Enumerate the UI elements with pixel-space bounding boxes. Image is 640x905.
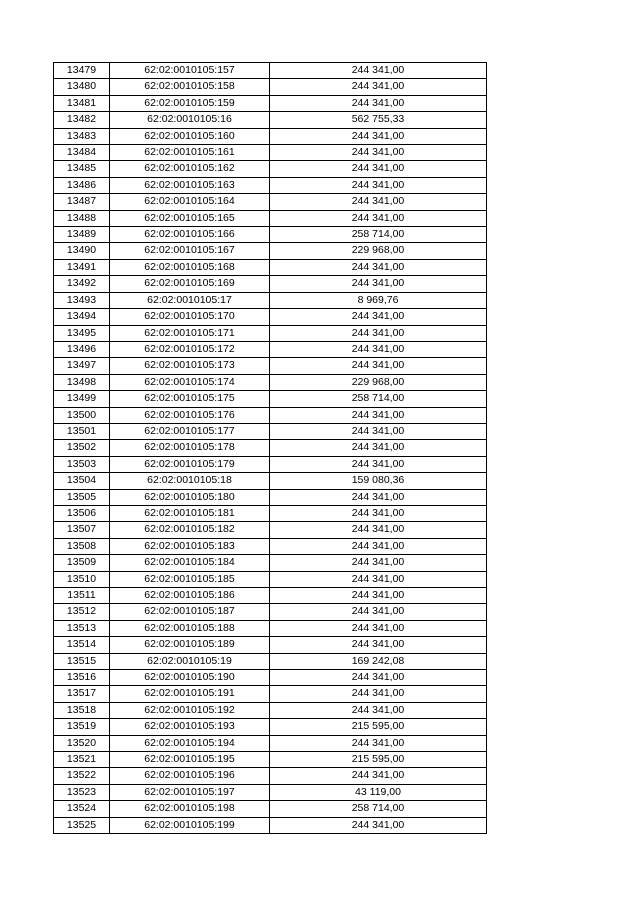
row-number-cell: 13493 bbox=[54, 292, 110, 308]
value-cell: 244 341,00 bbox=[270, 456, 487, 472]
value-cell: 244 341,00 bbox=[270, 325, 487, 341]
row-number-cell: 13525 bbox=[54, 817, 110, 833]
cadastral-number-cell: 62:02:0010105:181 bbox=[110, 505, 270, 521]
row-number-cell: 13483 bbox=[54, 128, 110, 144]
cadastral-number-cell: 62:02:0010105:185 bbox=[110, 571, 270, 587]
row-number-cell: 13480 bbox=[54, 79, 110, 95]
cadastral-number-cell: 62:02:0010105:16 bbox=[110, 112, 270, 128]
value-cell: 229 968,00 bbox=[270, 374, 487, 390]
row-number-cell: 13481 bbox=[54, 95, 110, 111]
row-number-cell: 13496 bbox=[54, 341, 110, 357]
cadastral-number-cell: 62:02:0010105:190 bbox=[110, 670, 270, 686]
cadastral-number-cell: 62:02:0010105:175 bbox=[110, 391, 270, 407]
row-number-cell: 13505 bbox=[54, 489, 110, 505]
table-row bbox=[54, 719, 487, 735]
value-cell: 244 341,00 bbox=[270, 670, 487, 686]
cadastral-number-cell: 62:02:0010105:191 bbox=[110, 686, 270, 702]
table-row bbox=[54, 817, 487, 833]
table-row bbox=[54, 407, 487, 423]
table-row bbox=[54, 588, 487, 604]
table-row bbox=[54, 440, 487, 456]
row-number-cell: 13509 bbox=[54, 555, 110, 571]
cadastral-number-cell: 62:02:0010105:199 bbox=[110, 817, 270, 833]
table-row bbox=[54, 276, 487, 292]
table-row bbox=[54, 555, 487, 571]
value-cell: 244 341,00 bbox=[270, 128, 487, 144]
value-cell: 244 341,00 bbox=[270, 177, 487, 193]
value-cell: 244 341,00 bbox=[270, 407, 487, 423]
table-row bbox=[54, 686, 487, 702]
value-cell: 244 341,00 bbox=[270, 604, 487, 620]
cadastral-number-cell: 62:02:0010105:182 bbox=[110, 522, 270, 538]
value-cell: 169 242,08 bbox=[270, 653, 487, 669]
table-row bbox=[54, 735, 487, 751]
row-number-cell: 13486 bbox=[54, 177, 110, 193]
row-number-cell: 13499 bbox=[54, 391, 110, 407]
row-number-cell: 13522 bbox=[54, 768, 110, 784]
cadastral-number-cell: 62:02:0010105:194 bbox=[110, 735, 270, 751]
table-row bbox=[54, 620, 487, 636]
table-row bbox=[54, 145, 487, 161]
row-number-cell: 13482 bbox=[54, 112, 110, 128]
value-cell: 244 341,00 bbox=[270, 702, 487, 718]
row-number-cell: 13521 bbox=[54, 752, 110, 768]
value-cell: 244 341,00 bbox=[270, 161, 487, 177]
row-number-cell: 13513 bbox=[54, 620, 110, 636]
row-number-cell: 13523 bbox=[54, 784, 110, 800]
row-number-cell: 13503 bbox=[54, 456, 110, 472]
row-number-cell: 13504 bbox=[54, 473, 110, 489]
table-row bbox=[54, 374, 487, 390]
row-number-cell: 13502 bbox=[54, 440, 110, 456]
row-number-cell: 13516 bbox=[54, 670, 110, 686]
value-cell: 43 119,00 bbox=[270, 784, 487, 800]
row-number-cell: 13484 bbox=[54, 145, 110, 161]
cadastral-number-cell: 62:02:0010105:159 bbox=[110, 95, 270, 111]
value-cell: 244 341,00 bbox=[270, 538, 487, 554]
row-number-cell: 13498 bbox=[54, 374, 110, 390]
row-number-cell: 13524 bbox=[54, 801, 110, 817]
value-cell: 244 341,00 bbox=[270, 489, 487, 505]
table-row bbox=[54, 194, 487, 210]
value-cell: 244 341,00 bbox=[270, 637, 487, 653]
value-cell: 244 341,00 bbox=[270, 358, 487, 374]
row-number-cell: 13518 bbox=[54, 702, 110, 718]
row-number-cell: 13507 bbox=[54, 522, 110, 538]
cadastral-number-cell: 62:02:0010105:189 bbox=[110, 637, 270, 653]
table-row bbox=[54, 128, 487, 144]
value-cell: 244 341,00 bbox=[270, 194, 487, 210]
table-row bbox=[54, 670, 487, 686]
row-number-cell: 13490 bbox=[54, 243, 110, 259]
table-row bbox=[54, 243, 487, 259]
cadastral-number-cell: 62:02:0010105:162 bbox=[110, 161, 270, 177]
value-cell: 244 341,00 bbox=[270, 309, 487, 325]
table-row bbox=[54, 473, 487, 489]
cadastral-number-cell: 62:02:0010105:184 bbox=[110, 555, 270, 571]
table-row bbox=[54, 391, 487, 407]
value-cell: 244 341,00 bbox=[270, 259, 487, 275]
cadastral-number-cell: 62:02:0010105:179 bbox=[110, 456, 270, 472]
table-row bbox=[54, 604, 487, 620]
table-body bbox=[54, 63, 487, 834]
cadastral-number-cell: 62:02:0010105:173 bbox=[110, 358, 270, 374]
cadastral-number-cell: 62:02:0010105:18 bbox=[110, 473, 270, 489]
row-number-cell: 13479 bbox=[54, 63, 110, 79]
cadastral-number-cell: 62:02:0010105:195 bbox=[110, 752, 270, 768]
table-row bbox=[54, 112, 487, 128]
row-number-cell: 13511 bbox=[54, 588, 110, 604]
cadastral-number-cell: 62:02:0010105:168 bbox=[110, 259, 270, 275]
row-number-cell: 13517 bbox=[54, 686, 110, 702]
table-row bbox=[54, 292, 487, 308]
table-row bbox=[54, 489, 487, 505]
table-row bbox=[54, 161, 487, 177]
row-number-cell: 13495 bbox=[54, 325, 110, 341]
value-cell: 258 714,00 bbox=[270, 391, 487, 407]
row-number-cell: 13501 bbox=[54, 423, 110, 439]
cadastral-number-cell: 62:02:0010105:188 bbox=[110, 620, 270, 636]
table-row bbox=[54, 784, 487, 800]
row-number-cell: 13515 bbox=[54, 653, 110, 669]
cadastral-number-cell: 62:02:0010105:163 bbox=[110, 177, 270, 193]
cadastral-number-cell: 62:02:0010105:158 bbox=[110, 79, 270, 95]
row-number-cell: 13519 bbox=[54, 719, 110, 735]
value-cell: 244 341,00 bbox=[270, 79, 487, 95]
value-cell: 244 341,00 bbox=[270, 210, 487, 226]
cadastral-number-cell: 62:02:0010105:178 bbox=[110, 440, 270, 456]
table-row bbox=[54, 210, 487, 226]
value-cell: 244 341,00 bbox=[270, 95, 487, 111]
value-cell: 244 341,00 bbox=[270, 588, 487, 604]
row-number-cell: 13514 bbox=[54, 637, 110, 653]
value-cell: 244 341,00 bbox=[270, 735, 487, 751]
value-cell: 244 341,00 bbox=[270, 620, 487, 636]
table-row bbox=[54, 801, 487, 817]
value-cell: 244 341,00 bbox=[270, 341, 487, 357]
cadastral-number-cell: 62:02:0010105:17 bbox=[110, 292, 270, 308]
value-cell: 244 341,00 bbox=[270, 686, 487, 702]
value-cell: 229 968,00 bbox=[270, 243, 487, 259]
cadastral-number-cell: 62:02:0010105:193 bbox=[110, 719, 270, 735]
cadastral-number-cell: 62:02:0010105:187 bbox=[110, 604, 270, 620]
table-row bbox=[54, 702, 487, 718]
row-number-cell: 13512 bbox=[54, 604, 110, 620]
cadastral-number-cell: 62:02:0010105:186 bbox=[110, 588, 270, 604]
cadastral-number-cell: 62:02:0010105:19 bbox=[110, 653, 270, 669]
cadastral-number-cell: 62:02:0010105:176 bbox=[110, 407, 270, 423]
cadastral-number-cell: 62:02:0010105:167 bbox=[110, 243, 270, 259]
table-row bbox=[54, 522, 487, 538]
row-number-cell: 13508 bbox=[54, 538, 110, 554]
value-cell: 258 714,00 bbox=[270, 227, 487, 243]
value-cell: 215 595,00 bbox=[270, 719, 487, 735]
row-number-cell: 13491 bbox=[54, 259, 110, 275]
cadastral-number-cell: 62:02:0010105:166 bbox=[110, 227, 270, 243]
table-row bbox=[54, 653, 487, 669]
value-cell: 159 080,36 bbox=[270, 473, 487, 489]
cadastral-number-cell: 62:02:0010105:180 bbox=[110, 489, 270, 505]
cadastral-number-cell: 62:02:0010105:171 bbox=[110, 325, 270, 341]
value-cell: 244 341,00 bbox=[270, 817, 487, 833]
value-cell: 244 341,00 bbox=[270, 571, 487, 587]
value-cell: 244 341,00 bbox=[270, 555, 487, 571]
cadastral-number-cell: 62:02:0010105:169 bbox=[110, 276, 270, 292]
row-number-cell: 13506 bbox=[54, 505, 110, 521]
cadastral-number-cell: 62:02:0010105:160 bbox=[110, 128, 270, 144]
table-row bbox=[54, 637, 487, 653]
table-row bbox=[54, 177, 487, 193]
cadastral-value-table bbox=[53, 62, 487, 834]
value-cell: 244 341,00 bbox=[270, 145, 487, 161]
value-cell: 215 595,00 bbox=[270, 752, 487, 768]
table-row bbox=[54, 227, 487, 243]
row-number-cell: 13510 bbox=[54, 571, 110, 587]
value-cell: 562 755,33 bbox=[270, 112, 487, 128]
cadastral-number-cell: 62:02:0010105:164 bbox=[110, 194, 270, 210]
cadastral-number-cell: 62:02:0010105:165 bbox=[110, 210, 270, 226]
table-row bbox=[54, 752, 487, 768]
cadastral-number-cell: 62:02:0010105:197 bbox=[110, 784, 270, 800]
table-row bbox=[54, 259, 487, 275]
table-row bbox=[54, 571, 487, 587]
cadastral-number-cell: 62:02:0010105:170 bbox=[110, 309, 270, 325]
value-cell: 244 341,00 bbox=[270, 440, 487, 456]
table-row bbox=[54, 325, 487, 341]
cadastral-number-cell: 62:02:0010105:196 bbox=[110, 768, 270, 784]
row-number-cell: 13500 bbox=[54, 407, 110, 423]
row-number-cell: 13489 bbox=[54, 227, 110, 243]
value-cell: 244 341,00 bbox=[270, 768, 487, 784]
row-number-cell: 13497 bbox=[54, 358, 110, 374]
row-number-cell: 13494 bbox=[54, 309, 110, 325]
value-cell: 244 341,00 bbox=[270, 423, 487, 439]
table-row bbox=[54, 505, 487, 521]
table-row bbox=[54, 768, 487, 784]
row-number-cell: 13488 bbox=[54, 210, 110, 226]
table-row bbox=[54, 63, 487, 79]
row-number-cell: 13485 bbox=[54, 161, 110, 177]
value-cell: 8 969,76 bbox=[270, 292, 487, 308]
cadastral-number-cell: 62:02:0010105:174 bbox=[110, 374, 270, 390]
value-cell: 244 341,00 bbox=[270, 505, 487, 521]
cadastral-number-cell: 62:02:0010105:157 bbox=[110, 63, 270, 79]
value-cell: 244 341,00 bbox=[270, 63, 487, 79]
row-number-cell: 13487 bbox=[54, 194, 110, 210]
table-row bbox=[54, 538, 487, 554]
value-cell: 258 714,00 bbox=[270, 801, 487, 817]
table-row bbox=[54, 341, 487, 357]
table-row bbox=[54, 423, 487, 439]
value-cell: 244 341,00 bbox=[270, 276, 487, 292]
table-row bbox=[54, 95, 487, 111]
cadastral-number-cell: 62:02:0010105:161 bbox=[110, 145, 270, 161]
table-row bbox=[54, 456, 487, 472]
cadastral-number-cell: 62:02:0010105:177 bbox=[110, 423, 270, 439]
cadastral-number-cell: 62:02:0010105:183 bbox=[110, 538, 270, 554]
table-row bbox=[54, 309, 487, 325]
cadastral-number-cell: 62:02:0010105:198 bbox=[110, 801, 270, 817]
row-number-cell: 13492 bbox=[54, 276, 110, 292]
row-number-cell: 13520 bbox=[54, 735, 110, 751]
cadastral-number-cell: 62:02:0010105:192 bbox=[110, 702, 270, 718]
value-cell: 244 341,00 bbox=[270, 522, 487, 538]
table-row bbox=[54, 358, 487, 374]
cadastral-number-cell: 62:02:0010105:172 bbox=[110, 341, 270, 357]
table-row bbox=[54, 79, 487, 95]
